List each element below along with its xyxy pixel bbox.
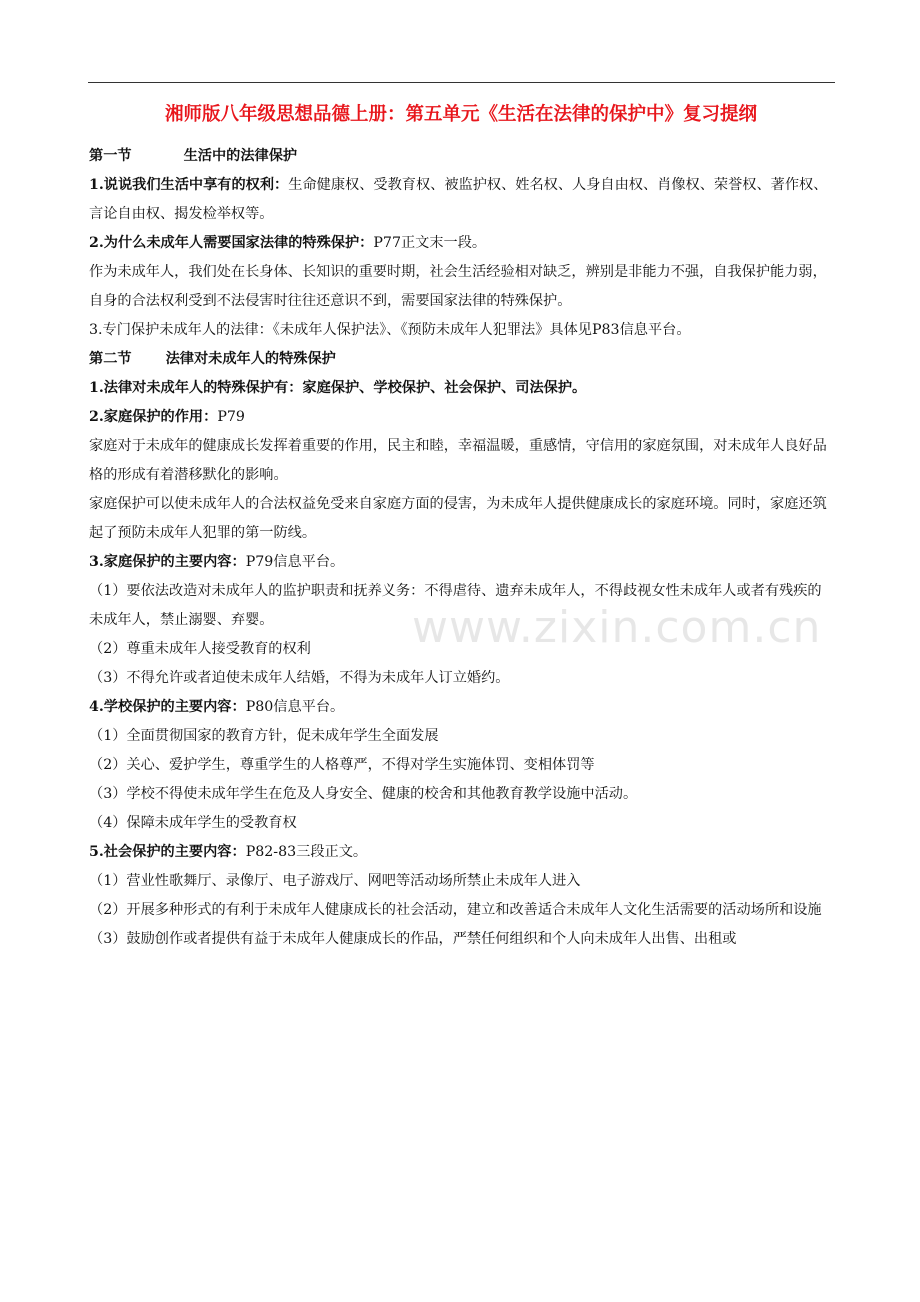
document-title: 湘师版八年级思想品德上册：第五单元《生活在法律的保护中》复习提纲: [164, 104, 757, 125]
s2-q2-paragraph-1: 家庭对于未成年的健康成长发挥着重要的作用，民主和睦，幸福温暖，重感情，守信用的家庭氛围，对未成年人良好品格的形成有着潜移默化的影响。: [89, 438, 827, 483]
s2-q2-paragraph-2: 家庭保护可以使未成年人的合法权益免受来自家庭方面的侵害，为未成年人提供健康成长的家庭环境。同时，家庭还筑起了预防未成年人犯罪的第一防线。: [89, 496, 827, 541]
s2-q2-label: 2.家庭保护的作用：: [89, 409, 218, 425]
s2-q3-item-2: （2）尊重未成年人接受教育的权利: [89, 641, 311, 657]
section-2-title: 法律对未成年人的特殊保护: [165, 351, 336, 367]
section-1-title: 生活中的法律保护: [183, 148, 298, 164]
s1-q2-paragraph: 作为未成年人，我们处在长身体、长知识的重要时期，社会生活经验相对缺乏，辨别是非能力不强，自我保护能力弱，自身的合法权利受到不法侵害时往往还意识不到，需要国家法律的特殊保护。: [89, 264, 827, 309]
s2-question-2: [89, 403, 835, 432]
watermark: www.zixin.com.cn: [412, 602, 822, 653]
s2-q4-text: P80信息平台。: [245, 699, 345, 715]
s2-q3-label: 3.家庭保护的主要内容：: [89, 554, 246, 570]
s2-question-3: [89, 548, 835, 577]
s2-question-5: [89, 838, 835, 867]
document-body: [89, 142, 835, 954]
s2-q5-text: P82-83三段正文。: [245, 844, 368, 860]
s2-q4-label: 4.学校保护的主要内容：: [89, 699, 246, 715]
s1-q1-label: 1.说说我们生活中享有的权利：: [89, 177, 289, 193]
s1-q1-text: 生命健康权、受教育权、被监护权、姓名权、人身自由权、肖像权、荣誉权、著作权、言论自由权、揭发检举权等。: [89, 177, 828, 222]
s2-q3-item-1: （1）要依法改造对未成年人的监护职责和抚养义务：不得虐待、遗弃未成年人，不得歧视女性未成年人或者有残疾的未成年人，禁止溺婴、弃婴。: [89, 583, 822, 628]
s1-q2-label: 2.为什么未成年人需要国家法律的特殊保护：: [89, 235, 374, 251]
s1-q2-text: P77正文末一段。: [373, 235, 487, 251]
header-rule: [88, 82, 835, 83]
s2-question-1: 1.法律对未成年人的特殊保护有：家庭保护、学校保护、社会保护、司法保护。: [89, 380, 587, 396]
section-1-number: 第一节: [89, 148, 132, 164]
s2-q3-text: P79信息平台。: [245, 554, 345, 570]
section-1-heading: [89, 142, 835, 171]
section-2-number: 第二节: [89, 351, 132, 367]
s2-question-4: [89, 693, 835, 722]
s2-q2-text: P79: [217, 409, 245, 425]
s2-q5-item-1: （1）营业性歌舞厅、录像厅、电子游戏厅、网吧等活动场所禁止未成年人进入: [89, 873, 581, 889]
s2-q4-item-4: （4）保障未成年学生的受教育权: [89, 815, 297, 831]
s2-q4-item-2: （2）关心、爱护学生，尊重学生的人格尊严，不得对学生实施体罚、变相体罚等: [89, 757, 595, 773]
s1-question-1: [89, 171, 835, 229]
s2-q5-label: 5.社会保护的主要内容：: [89, 844, 246, 860]
s2-q4-item-1: （1）全面贯彻国家的教育方针，促未成年学生全面发展: [89, 728, 439, 744]
s1-question-3: 3.专门保护未成年人的法律：《未成年人保护法》、《预防未成年人犯罪法》具体见P83信息平台。: [89, 322, 691, 338]
s1-question-2: [89, 229, 835, 258]
s2-q5-item-2: （2）开展多种形式的有利于未成年人健康成长的社会活动，建立和改善适合未成年人文化生活需要的活动场所和设施: [89, 902, 822, 918]
section-2-heading: [89, 345, 835, 374]
s2-q4-item-3: （3）学校不得使未成年学生在危及人身安全、健康的校舍和其他教育教学设施中活动。: [89, 786, 638, 802]
s2-q3-item-3: （3）不得允许或者迫使未成年人结婚，不得为未成年人订立婚约。: [89, 670, 510, 686]
s2-q5-item-3: （3）鼓励创作或者提供有益于未成年人健康成长的作品，严禁任何组织和个人向未成年人出售、出租或: [89, 931, 737, 947]
